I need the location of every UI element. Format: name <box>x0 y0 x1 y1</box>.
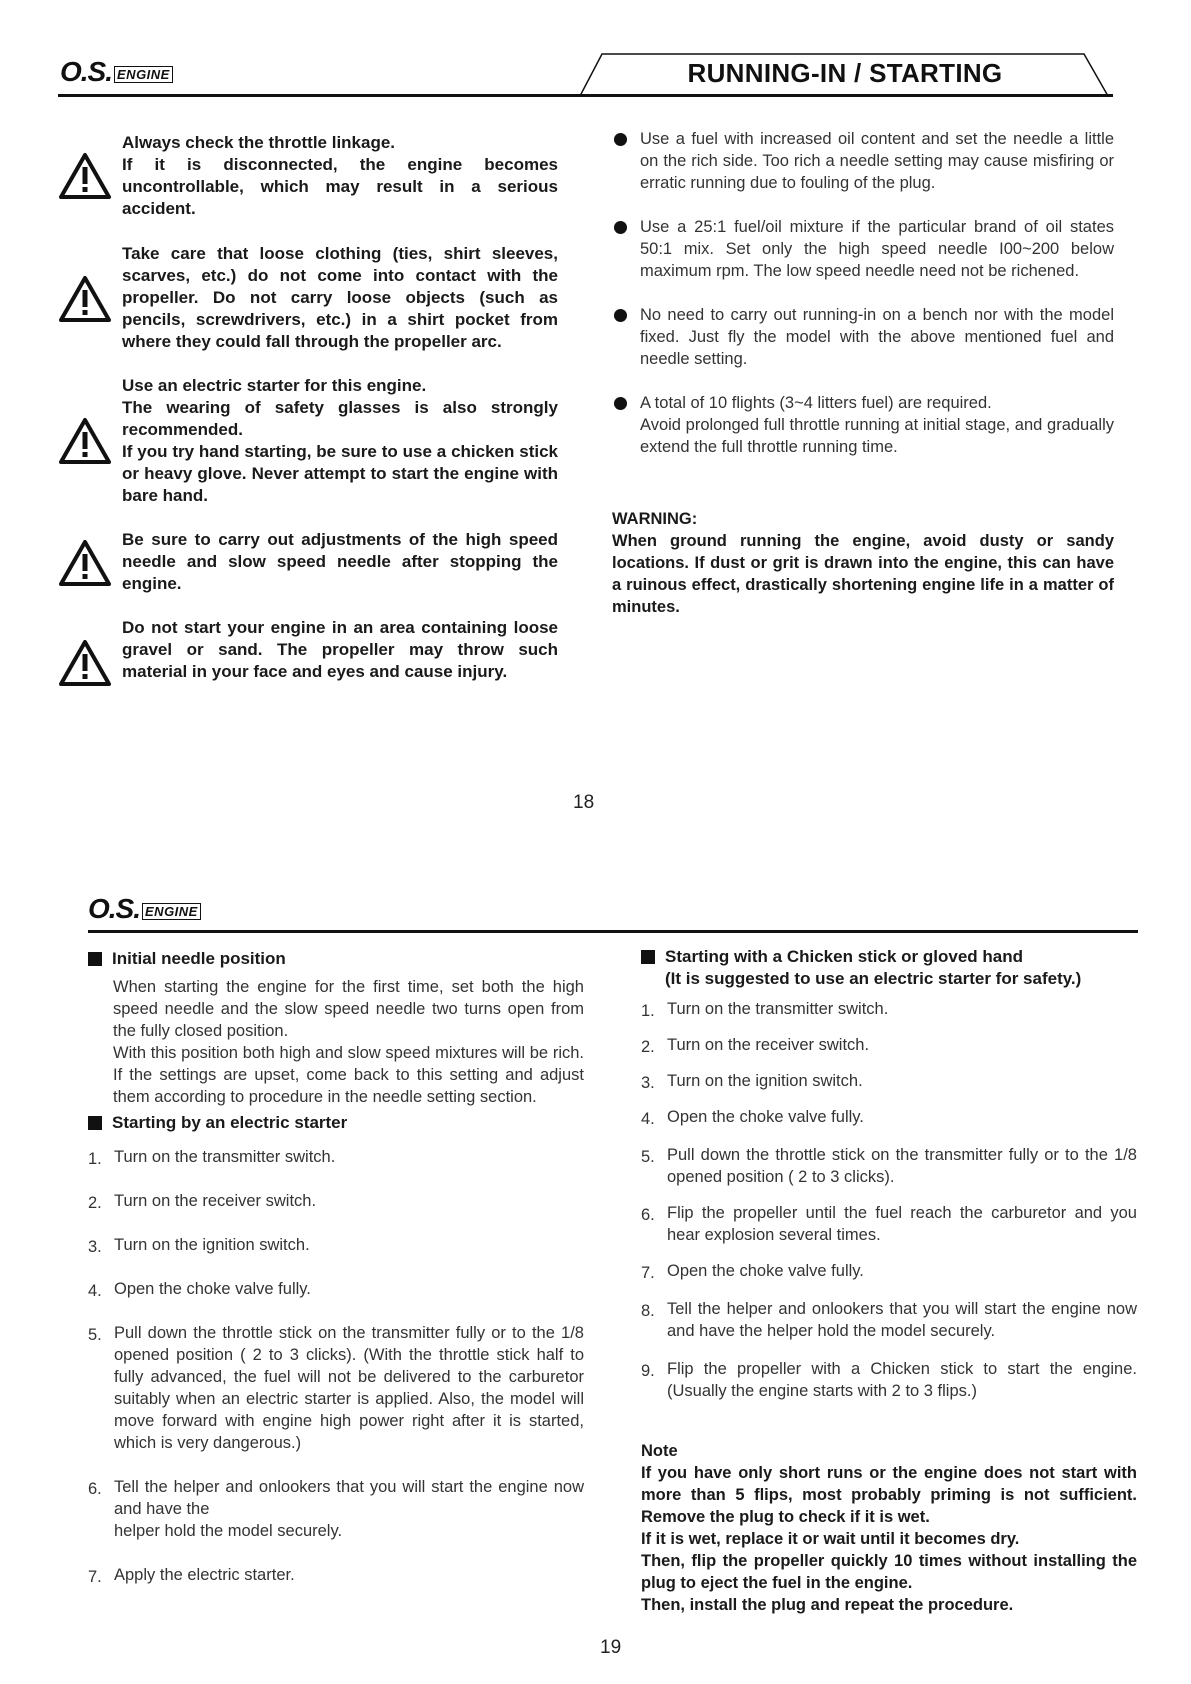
step-item <box>88 1278 584 1300</box>
step-item <box>641 1106 1137 1128</box>
logo-engine: ENGINE <box>142 903 201 920</box>
running-in-bullets <box>612 128 1114 480</box>
step-item <box>641 1144 1137 1188</box>
step-text: Apply the electric starter. <box>114 1566 295 1584</box>
bullet-dot-icon <box>614 221 627 234</box>
section-square-icon <box>88 1116 102 1130</box>
step-number: 6. <box>88 1480 102 1498</box>
step-number: 5. <box>641 1148 655 1166</box>
step-text: Tell the helper and onlookers that you will start the engine now and have the <box>114 1478 584 1518</box>
warning-triangle-icon <box>58 152 112 200</box>
step-item <box>641 1070 1137 1092</box>
section-title: RUNNING-IN / STARTING <box>687 58 1003 88</box>
left-column-page-19 <box>88 948 584 1586</box>
step-number: 2. <box>641 1038 655 1056</box>
warning-triangle-icon <box>58 275 112 323</box>
warning-3-line-3: If you try hand starting, be sure to use a chicken stick or heavy glove. Never attempt to start the engine with bare hand. <box>122 442 558 505</box>
page-number-19: 19 <box>600 1637 622 1658</box>
electric-starter-heading-text: Starting by an electric starter <box>112 1113 348 1132</box>
logo-brand: O.S. <box>88 893 141 924</box>
note-line-3: Then, flip the propeller quickly 10 times without installing the plug to eject the fuel in the engine. <box>641 1552 1137 1592</box>
page-number-18: 18 <box>573 792 595 813</box>
chicken-stick-heading-text: Starting with a Chicken stick or gloved hand <box>665 947 1024 966</box>
step-text: Turn on the receiver switch. <box>114 1192 317 1210</box>
step-text: Pull down the throttle stick on the transmitter fully or to the 1/8 opened position ( 2 to 3 clicks). <box>667 1146 1137 1186</box>
bullet-3-text: No need to carry out running-in on a bench nor with the model fixed. Just fly the model with the above mentioned fuel and needle setting. <box>640 306 1114 368</box>
step-text: Flip the propeller with a Chicken stick to start the engine. (Usually the engine starts with 2 to 3 flips.) <box>667 1360 1137 1400</box>
step-number: 3. <box>88 1238 102 1256</box>
step-item <box>88 1190 584 1212</box>
step-text: Turn on the transmitter switch. <box>667 1000 889 1018</box>
ground-running-warning <box>612 508 1114 618</box>
step-item <box>641 1034 1137 1056</box>
step-number: 5. <box>88 1326 102 1344</box>
step-number: 4. <box>88 1282 102 1300</box>
section-square-icon <box>88 952 102 966</box>
right-column-page-19 <box>641 946 1137 1402</box>
header-rule-bottom <box>88 930 1138 933</box>
note-block <box>641 1440 1137 1616</box>
warning-1-line-1: Always check the throttle linkage. <box>122 133 396 152</box>
bullet-dot-icon <box>614 397 627 410</box>
step-number: 9. <box>641 1362 655 1380</box>
logo-brand: O.S. <box>60 56 113 87</box>
chicken-stick-steps <box>641 998 1137 1402</box>
warning-body: When ground running the engine, avoid dusty or sandy locations. If dust or grit is drawn into the engine, this can have a ruinous effect, drastically shortening engine life in a matter of minutes. <box>612 532 1114 616</box>
bullet-4-line-1: A total of 10 flights (3~4 litters fuel) are required. <box>640 394 992 412</box>
note-title: Note <box>641 1442 678 1460</box>
warning-5-line-1: Do not start your engine in an area containing loose gravel or sand. The propeller may throw such material in your face and eyes and cause injury. <box>122 618 558 681</box>
step-text: Turn on the ignition switch. <box>667 1072 863 1090</box>
electric-starter-steps <box>88 1146 584 1586</box>
warning-2-line-1: Take care that loose clothing (ties, shirt sleeves, scarves, etc.) do not come into contact with the propeller. Do not carry loose objects (such as pencils, screwdrivers, etc.) in a shirt pocket from where they could fall through the propeller arc. <box>122 244 558 351</box>
bullet-dot-icon <box>614 133 627 146</box>
initial-needle-heading-text: Initial needle position <box>112 949 286 968</box>
step-number: 2. <box>88 1194 102 1212</box>
step-number: 7. <box>88 1568 102 1586</box>
step-item <box>88 1146 584 1168</box>
step-number: 8. <box>641 1302 655 1320</box>
os-engine-logo <box>60 56 173 88</box>
step-item <box>641 1202 1137 1246</box>
warning-3 <box>58 375 558 507</box>
step-item <box>641 1358 1137 1402</box>
step-number: 7. <box>641 1264 655 1282</box>
step-text: Open the choke valve fully. <box>667 1108 864 1126</box>
warning-3-line-1: Use an electric starter for this engine. <box>122 376 427 395</box>
warning-4-line-1: Be sure to carry out adjustments of the high speed needle and slow speed needle after stopping the engine. <box>122 530 558 593</box>
warning-3-line-2: The wearing of safety glasses is also strongly recommended. <box>122 398 558 439</box>
bullet-item <box>612 304 1114 370</box>
step-text: Open the choke valve fully. <box>114 1280 311 1298</box>
warning-triangle-icon <box>58 417 112 465</box>
step-number: 4. <box>641 1110 655 1128</box>
step-text: Tell the helper and onlookers that you will start the engine now and have the helper hold the model securely. <box>667 1300 1137 1340</box>
warning-2 <box>58 243 558 353</box>
step-text: Open the choke valve fully. <box>667 1262 864 1280</box>
bullet-4-line-2: Avoid prolonged full throttle running at initial stage, and gradually extend the full throttle running time. <box>640 416 1114 456</box>
section-title-tab <box>580 52 1110 96</box>
step-item <box>88 1322 584 1454</box>
section-square-icon <box>641 950 655 964</box>
bullet-2-text: Use a 25:1 fuel/oil mixture if the particular brand of oil states 50:1 mix. Set only the high speed needle I00~200 below maximum rpm. The low speed needle need not be richened. <box>640 218 1114 280</box>
os-engine-logo-page-19 <box>88 893 201 925</box>
step-item <box>88 1564 584 1586</box>
electric-starter-heading <box>88 1112 584 1134</box>
warning-heading: WARNING: <box>612 510 698 528</box>
note-line-4: Then, install the plug and repeat the procedure. <box>641 1596 1014 1614</box>
step-text: Turn on the receiver switch. <box>667 1036 870 1054</box>
step-text-continued: helper hold the model securely. <box>114 1522 343 1540</box>
chicken-stick-subheading: (It is suggested to use an electric starter for safety.) <box>665 969 1082 988</box>
warning-1-line-2: If it is disconnected, the engine becomes uncontrollable, which may result in a serious accident. <box>122 155 558 218</box>
step-item <box>641 1298 1137 1342</box>
warning-5 <box>58 617 558 683</box>
step-item <box>88 1476 584 1542</box>
header-rule-top <box>58 94 1113 97</box>
warning-4 <box>58 529 558 595</box>
step-item <box>641 998 1137 1020</box>
step-text: Flip the propeller until the fuel reach the carburetor and you hear explosion several times. <box>667 1204 1137 1244</box>
note-line-2: If it is wet, replace it or wait until it becomes dry. <box>641 1530 1020 1548</box>
warning-triangle-icon <box>58 539 112 587</box>
step-number: 3. <box>641 1074 655 1092</box>
step-item <box>641 1260 1137 1282</box>
bullet-item <box>612 216 1114 282</box>
logo-engine: ENGINE <box>114 66 173 83</box>
step-number: 1. <box>88 1150 102 1168</box>
step-text: Turn on the transmitter switch. <box>114 1148 336 1166</box>
initial-needle-para-1: When starting the engine for the first time, set both the high speed needle and the slow speed needle two turns open from the fully closed position. <box>113 978 584 1040</box>
step-text: Pull down the throttle stick on the transmitter fully or to the 1/8 opened position ( 2 to 3 clicks). (With the throttle stick half to fully advanced, the fuel will not be delivered to the carburetor suitably when an electric starter is applied. Also, the model will move forward with engine high power right after it is started, which is very dangerous.) <box>114 1324 584 1452</box>
initial-needle-para-2: With this position both high and slow speed mixtures will be rich. If the settings are upset, come back to this setting and adjust them according to procedure in the needle setting section. <box>113 1044 584 1106</box>
step-number: 1. <box>641 1002 655 1020</box>
note-line-1: If you have only short runs or the engine does not start with more than 5 flips, most probably priming is not sufficient. Remove the plug to check if it is wet. <box>641 1464 1137 1526</box>
step-number: 6. <box>641 1206 655 1224</box>
bullet-dot-icon <box>614 309 627 322</box>
step-text: Turn on the ignition switch. <box>114 1236 310 1254</box>
bullet-item <box>612 392 1114 458</box>
warning-1 <box>58 132 558 220</box>
initial-needle-heading <box>88 948 584 970</box>
bullet-item <box>612 128 1114 194</box>
chicken-stick-heading <box>641 946 1137 990</box>
step-item <box>88 1234 584 1256</box>
bullet-1-text: Use a fuel with increased oil content and set the needle a little on the rich side. Too rich a needle setting may cause misfiring or erratic running due to fouling of the plug. <box>640 130 1114 192</box>
warning-triangle-icon <box>58 639 112 687</box>
